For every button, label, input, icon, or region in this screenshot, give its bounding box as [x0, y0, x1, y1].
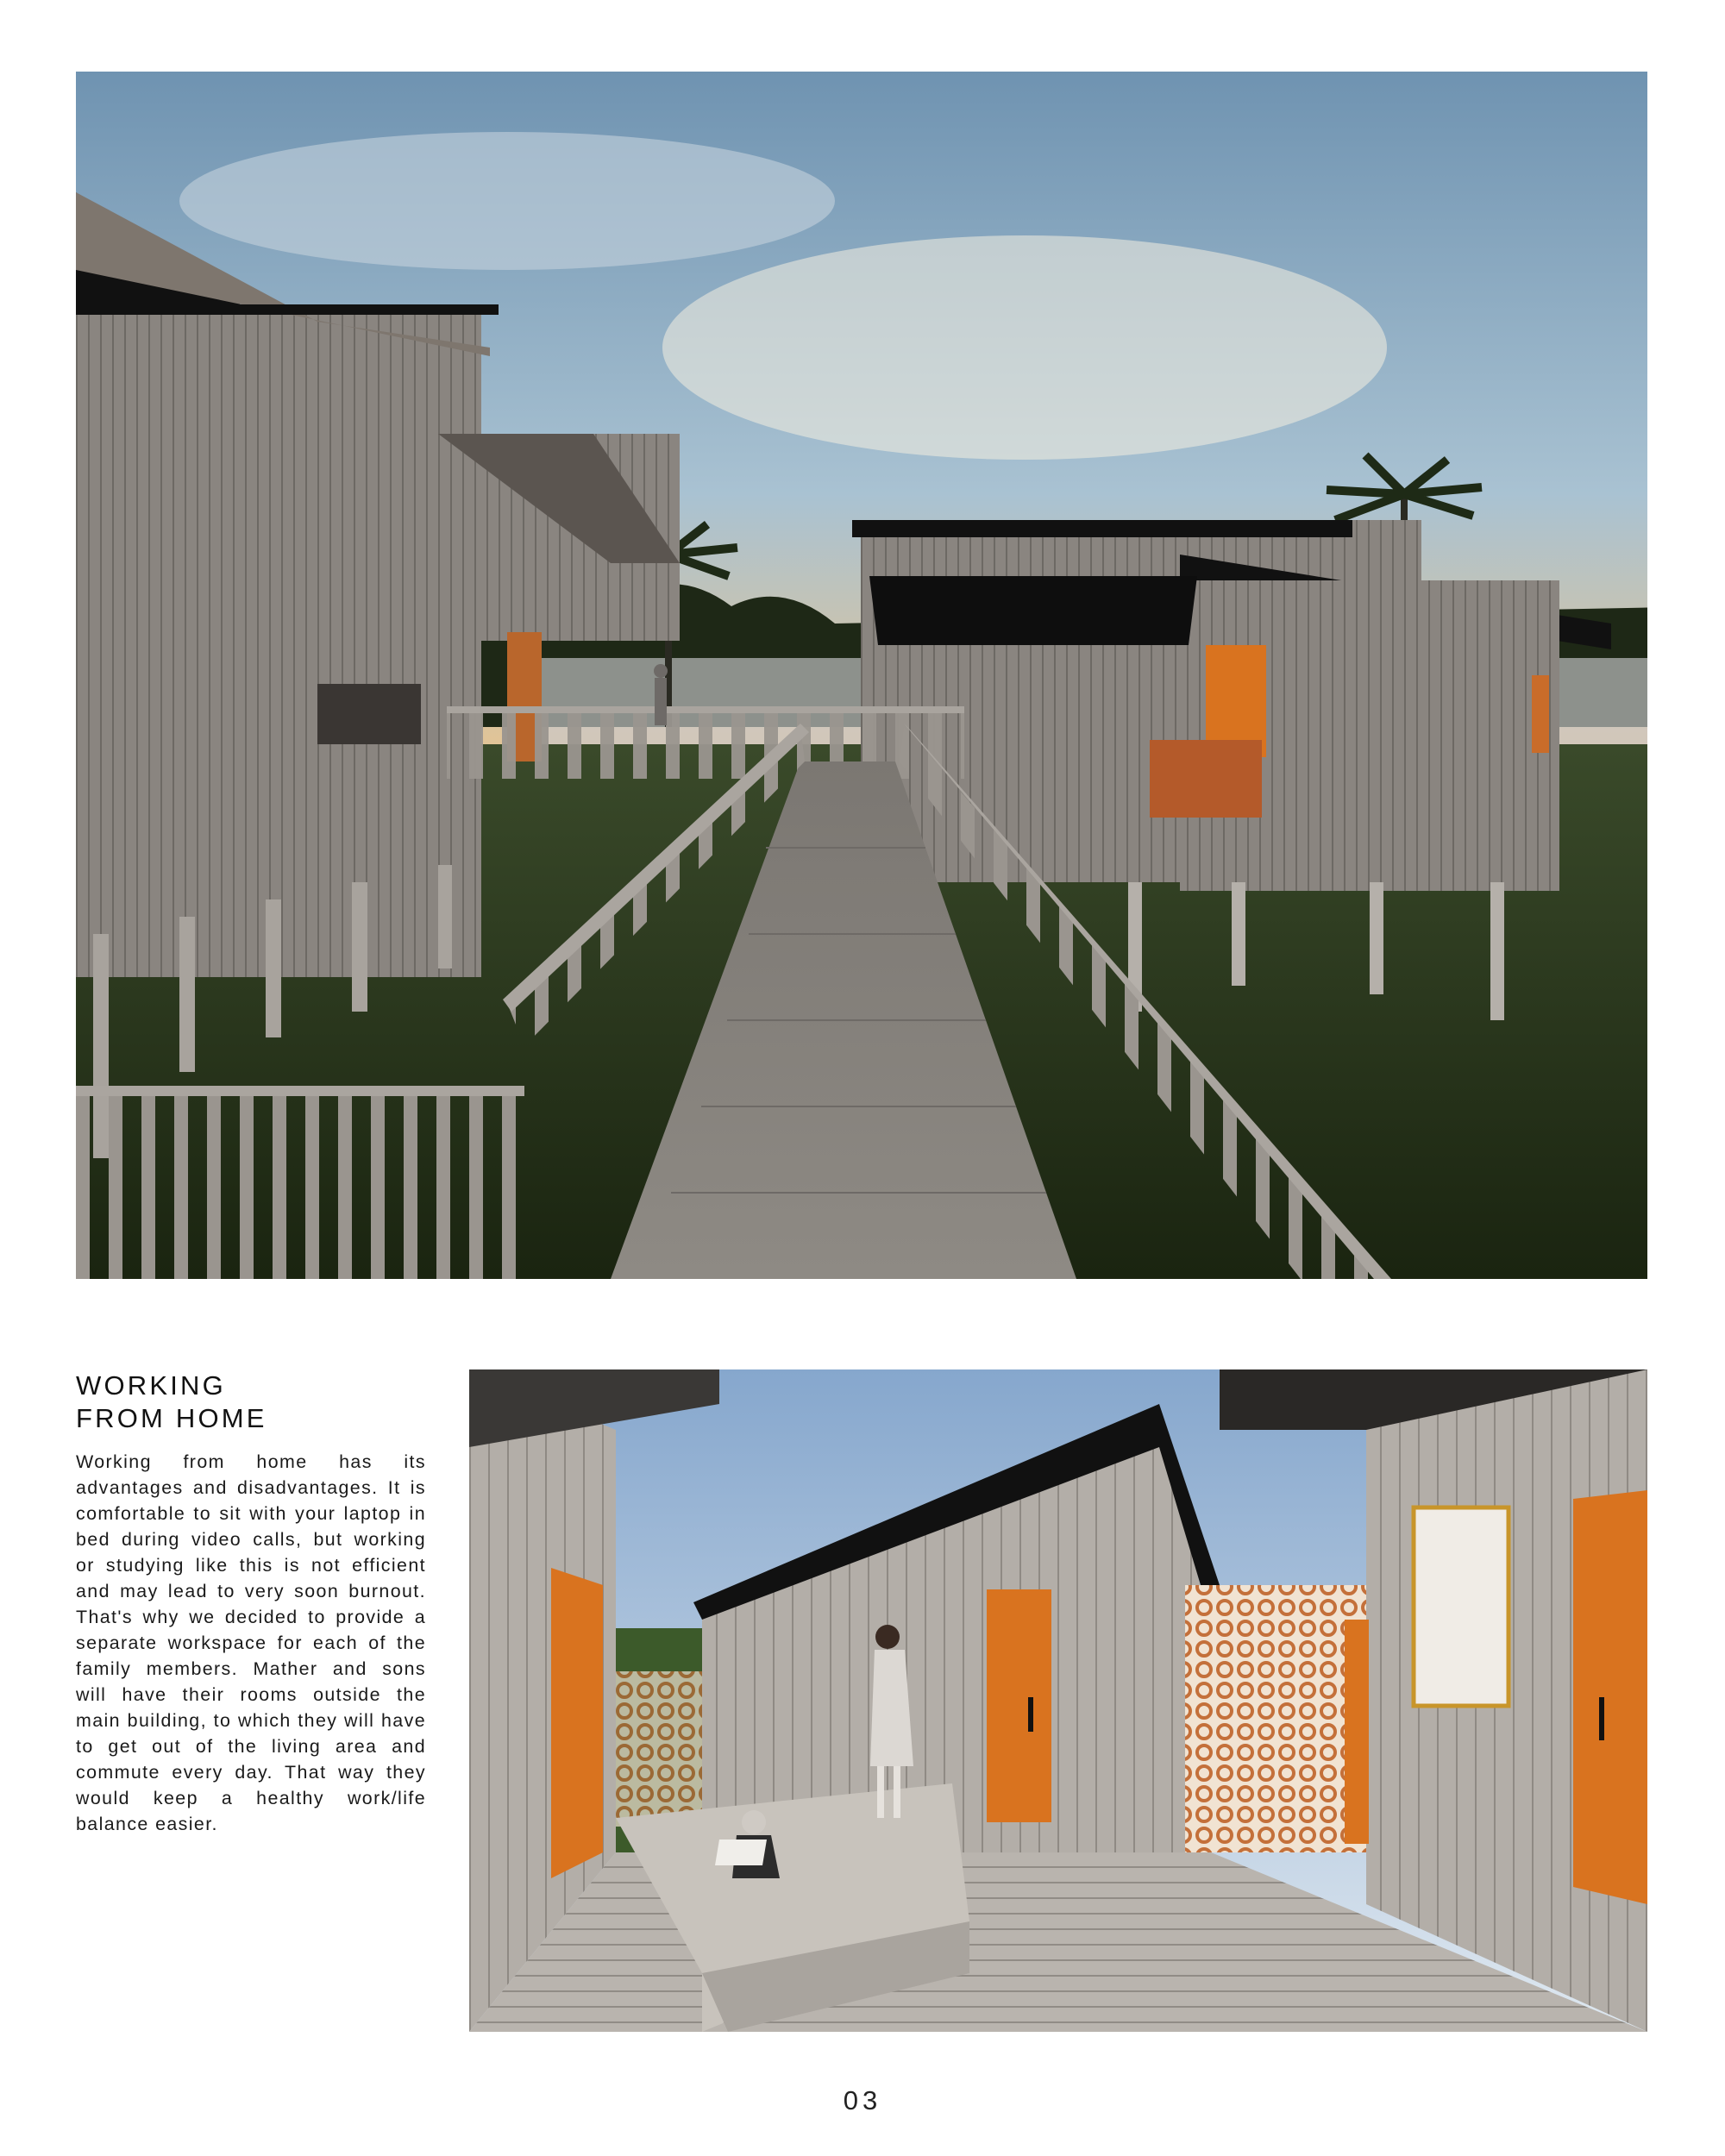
- page-number: 03: [843, 2085, 882, 2115]
- courtyard-render-image: [469, 1369, 1647, 2032]
- description-paragraph: Working from home has its advantages and disadvantages. It is comfortable to sit with your laptop in bed during video calls, but working or studying like this is not efficient and may lead to very soon burnout. That's why we decided to provide a separate workspace for each of the family members. Mather and sons will have their rooms outside the main building, to which they will have to get out of the living area and commute every day. That way they would keep a healthy work/life balance easier.: [76, 1451, 426, 1834]
- person-silhouette: [654, 664, 668, 725]
- exterior-render-image: [76, 72, 1647, 1279]
- section-heading: [76, 1369, 426, 1435]
- description-block: [76, 1369, 426, 1837]
- heading-line-2: FROM HOME: [76, 1403, 267, 1433]
- heading-line-1: WORKING: [76, 1370, 226, 1401]
